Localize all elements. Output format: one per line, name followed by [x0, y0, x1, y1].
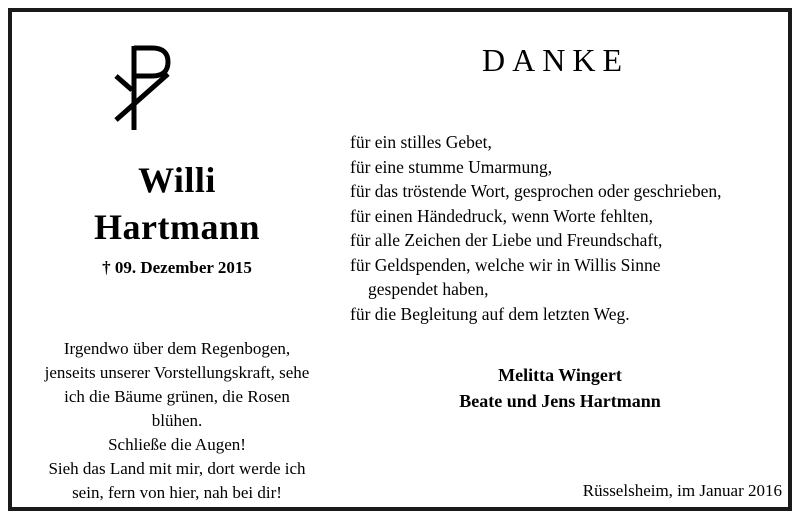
right-column [342, 12, 788, 507]
thanks-line: für die Begleitung auf dem letzten Weg. [350, 303, 630, 324]
poem-block [12, 337, 342, 505]
thanks-line: gespendet haben, [368, 279, 489, 299]
thanks-heading: DANKE [482, 42, 629, 78]
thanks-line: für das tröstende Wort, gesprochen oder geschrieben, [350, 181, 722, 201]
thanks-line: für eine stumme Umarmung, [350, 156, 553, 177]
thanks-line: für einen Händedruck, wenn Worte fehlten, [350, 205, 653, 226]
poem-line: ich die Bäume grünen, die Rosen [64, 387, 290, 406]
thanks-line: für alle Zeichen der Liebe und Freundschaft, [350, 230, 663, 250]
poem-line: blühen. [151, 411, 203, 430]
poem-line: Schließe die Augen! [108, 435, 246, 454]
poem-line: sein, fern von hier, nah bei dir! [72, 483, 282, 502]
left-column [12, 12, 342, 507]
chi-rho-icon [112, 42, 182, 132]
poem-line: Irgendwo über dem Regenbogen, [63, 339, 291, 358]
place-and-date: Rüsselsheim, im Januar 2016 [582, 481, 782, 500]
signer-name: Melitta Wingert [498, 365, 622, 385]
last-name: Hartmann [94, 207, 260, 247]
poem-line: jenseits unserer Vorstellungskraft, sehe [44, 363, 310, 382]
thanks-line: für Geldspenden, welche wir in Willis Sinne [350, 254, 661, 275]
signers-block [342, 362, 778, 414]
name-block [12, 157, 342, 279]
thanks-line: für ein stilles Gebet, [350, 132, 492, 152]
first-name: Willi [138, 160, 216, 200]
death-date: † 09. Dezember 2015 [102, 258, 252, 277]
thanks-list [350, 130, 721, 326]
signer-name: Beate und Jens Hartmann [459, 391, 661, 411]
card-content [12, 12, 788, 507]
poem-line: Sieh das Land mit mir, dort werde ich [48, 459, 306, 478]
